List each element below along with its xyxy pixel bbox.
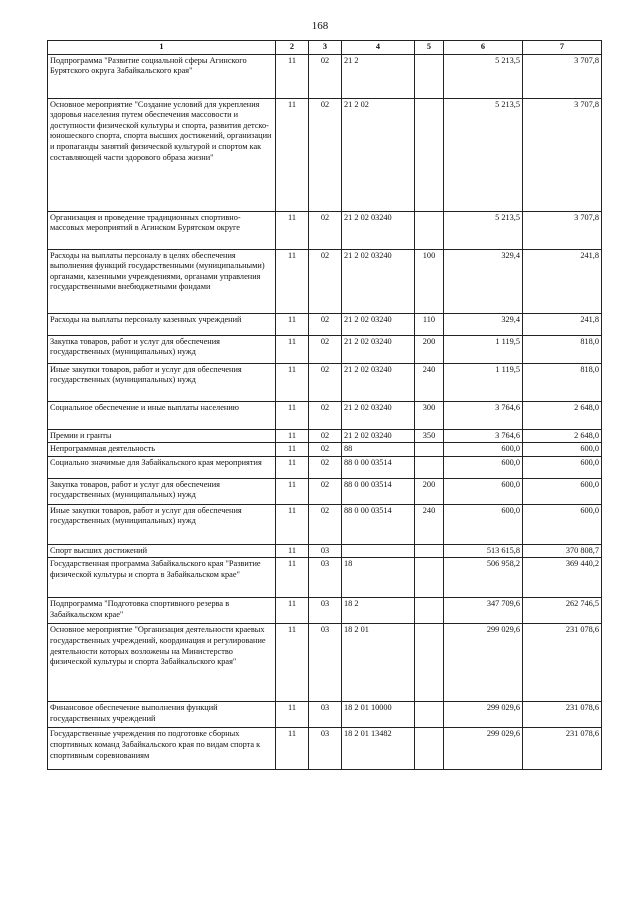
row-amount-col6: 600,0 — [444, 478, 523, 504]
row-amount-col6: 299 029,6 — [444, 728, 523, 770]
page-number: 168 — [311, 20, 329, 32]
row-expense-type — [415, 98, 444, 211]
row-name: Финансовое обеспечение выполнения функций государственных учреждений — [48, 702, 276, 728]
column-header-7: 7 — [523, 41, 602, 55]
row-expense-type — [415, 728, 444, 770]
row-target-article: 21 2 02 03240 — [342, 401, 415, 429]
row-name: Подпрограмма "Развитие социальной сферы Агинского Бурятского округа Забайкальского края" — [48, 54, 276, 98]
row-amount-col7: 3 707,8 — [523, 98, 602, 211]
row-subsection: 02 — [309, 443, 342, 457]
row-section: 11 — [276, 211, 309, 249]
row-amount-col6: 3 764,6 — [444, 401, 523, 429]
row-target-article: 18 2 01 13482 — [342, 728, 415, 770]
row-expense-type: 300 — [415, 401, 444, 429]
row-name: Иные закупки товаров, работ и услуг для обеспечения государственных (муниципальных) нужд — [48, 363, 276, 401]
row-amount-col6: 1 119,5 — [444, 363, 523, 401]
row-section: 11 — [276, 335, 309, 363]
row-expense-type — [415, 598, 444, 624]
row-section: 11 — [276, 54, 309, 98]
row-name: Закупка товаров, работ и услуг для обеспечения государственных (муниципальных) нужд — [48, 478, 276, 504]
row-amount-col6: 299 029,6 — [444, 702, 523, 728]
row-target-article: 18 2 — [342, 598, 415, 624]
table-row — [48, 429, 602, 443]
row-expense-type — [415, 558, 444, 598]
row-amount-col6: 5 213,5 — [444, 54, 523, 98]
column-header-5: 5 — [415, 41, 444, 55]
row-amount-col6: 600,0 — [444, 504, 523, 544]
row-subsection: 02 — [309, 211, 342, 249]
row-subsection: 02 — [309, 478, 342, 504]
row-name: Государственные учреждения по подготовке сборных спортивных команд Забайкальского края по видам спорта к спортивным соревнованиям — [48, 728, 276, 770]
row-name: Основное мероприятие "Создание условий для укрепления здоровья населения путем обеспечения массовости и доступности физической культуры и спорта, развития детско-юношеского спорта, спорта высших достижений, организации и пропаганды занятий физической культурой и спортом как составляющей части здорового образа жизни" — [48, 98, 276, 211]
row-amount-col7: 3 707,8 — [523, 54, 602, 98]
row-subsection: 02 — [309, 313, 342, 335]
row-name: Премии и гранты — [48, 429, 276, 443]
row-section: 11 — [276, 702, 309, 728]
row-amount-col7: 241,8 — [523, 313, 602, 335]
row-target-article: 21 2 02 03240 — [342, 313, 415, 335]
row-amount-col6: 3 764,6 — [444, 429, 523, 443]
row-name: Подпрограмма "Подготовка спортивного резерва в Забайкальском крае" — [48, 598, 276, 624]
row-section: 11 — [276, 98, 309, 211]
row-section: 11 — [276, 544, 309, 558]
row-section: 11 — [276, 363, 309, 401]
row-amount-col7: 2 648,0 — [523, 401, 602, 429]
row-subsection: 03 — [309, 728, 342, 770]
row-target-article: 18 2 01 — [342, 624, 415, 702]
row-amount-col7: 600,0 — [523, 456, 602, 478]
row-expense-type — [415, 544, 444, 558]
column-header-3: 3 — [309, 41, 342, 55]
row-target-article: 21 2 02 — [342, 98, 415, 211]
budget-table — [47, 40, 602, 770]
table-row — [48, 363, 602, 401]
row-name: Основное мероприятие "Организация деятельности краевых государственных учреждений, координация и регулирование деятельности которых возложены на Министерство физической культуры и спорта Забайкальского края" — [48, 624, 276, 702]
row-target-article: 88 0 00 03514 — [342, 478, 415, 504]
row-target-article: 21 2 02 03240 — [342, 249, 415, 313]
row-target-article: 18 — [342, 558, 415, 598]
row-expense-type — [415, 456, 444, 478]
row-amount-col6: 600,0 — [444, 456, 523, 478]
row-name: Организация и проведение традиционных спортивно-массовых мероприятий в Агинском Бурятском округе — [48, 211, 276, 249]
column-header-6: 6 — [444, 41, 523, 55]
row-expense-type — [415, 54, 444, 98]
row-subsection: 02 — [309, 335, 342, 363]
row-subsection: 02 — [309, 363, 342, 401]
row-expense-type — [415, 624, 444, 702]
row-target-article: 88 0 00 03514 — [342, 456, 415, 478]
table-row — [48, 456, 602, 478]
row-amount-col7: 231 078,6 — [523, 624, 602, 702]
row-target-article: 21 2 02 03240 — [342, 429, 415, 443]
table-row — [48, 249, 602, 313]
row-amount-col7: 231 078,6 — [523, 702, 602, 728]
row-section: 11 — [276, 401, 309, 429]
row-expense-type — [415, 702, 444, 728]
table-row — [48, 728, 602, 770]
column-header-1: 1 — [48, 41, 276, 55]
table-row — [48, 54, 602, 98]
row-amount-col7: 600,0 — [523, 504, 602, 544]
row-name: Государственная программа Забайкальского края "Развитие физической культуры и спорта в Забайкальском крае" — [48, 558, 276, 598]
row-subsection: 02 — [309, 249, 342, 313]
row-subsection: 02 — [309, 54, 342, 98]
row-amount-col7: 231 078,6 — [523, 728, 602, 770]
row-name: Закупка товаров, работ и услуг для обеспечения государственных (муниципальных) нужд — [48, 335, 276, 363]
row-amount-col6: 506 958,2 — [444, 558, 523, 598]
row-target-article: 88 — [342, 443, 415, 457]
row-subsection: 02 — [309, 401, 342, 429]
row-amount-col6: 513 615,8 — [444, 544, 523, 558]
row-section: 11 — [276, 624, 309, 702]
table-row — [48, 702, 602, 728]
row-subsection: 03 — [309, 598, 342, 624]
row-expense-type — [415, 211, 444, 249]
row-amount-col6: 329,4 — [444, 249, 523, 313]
row-expense-type — [415, 443, 444, 457]
table-row — [48, 335, 602, 363]
row-section: 11 — [276, 443, 309, 457]
row-expense-type: 240 — [415, 363, 444, 401]
row-expense-type: 200 — [415, 335, 444, 363]
row-name: Расходы на выплаты персоналу казенных учреждений — [48, 313, 276, 335]
row-subsection: 03 — [309, 702, 342, 728]
column-header-2: 2 — [276, 41, 309, 55]
row-name: Спорт высших достижений — [48, 544, 276, 558]
column-header-4: 4 — [342, 41, 415, 55]
row-subsection: 03 — [309, 558, 342, 598]
row-expense-type: 240 — [415, 504, 444, 544]
row-target-article: 21 2 02 03240 — [342, 363, 415, 401]
row-amount-col7: 241,8 — [523, 249, 602, 313]
row-target-article — [342, 544, 415, 558]
row-section: 11 — [276, 504, 309, 544]
row-subsection: 02 — [309, 98, 342, 211]
table-row — [48, 504, 602, 544]
table-row — [48, 401, 602, 429]
table-row — [48, 98, 602, 211]
row-section: 11 — [276, 456, 309, 478]
row-target-article: 18 2 01 10000 — [342, 702, 415, 728]
row-amount-col7: 370 808,7 — [523, 544, 602, 558]
row-expense-type: 110 — [415, 313, 444, 335]
row-amount-col6: 5 213,5 — [444, 98, 523, 211]
row-name: Иные закупки товаров, работ и услуг для обеспечения государственных (муниципальных) нужд — [48, 504, 276, 544]
table-body — [48, 54, 602, 770]
row-section: 11 — [276, 313, 309, 335]
row-amount-col6: 1 119,5 — [444, 335, 523, 363]
row-name: Социальное обеспечение и иные выплаты населению — [48, 401, 276, 429]
row-section: 11 — [276, 249, 309, 313]
table-row — [48, 443, 602, 457]
row-amount-col7: 818,0 — [523, 335, 602, 363]
row-section: 11 — [276, 598, 309, 624]
row-amount-col6: 5 213,5 — [444, 211, 523, 249]
row-amount-col7: 818,0 — [523, 363, 602, 401]
row-section: 11 — [276, 478, 309, 504]
table-row — [48, 624, 602, 702]
row-amount-col6: 329,4 — [444, 313, 523, 335]
row-subsection: 03 — [309, 624, 342, 702]
table-row — [48, 558, 602, 598]
row-name: Непрограммная деятельность — [48, 443, 276, 457]
row-amount-col7: 3 707,8 — [523, 211, 602, 249]
row-target-article: 21 2 — [342, 54, 415, 98]
row-section: 11 — [276, 728, 309, 770]
table-row — [48, 211, 602, 249]
row-amount-col6: 299 029,6 — [444, 624, 523, 702]
table-row — [48, 598, 602, 624]
row-expense-type: 100 — [415, 249, 444, 313]
table-row — [48, 313, 602, 335]
row-section: 11 — [276, 558, 309, 598]
row-name: Социально значимые для Забайкальского края мероприятия — [48, 456, 276, 478]
row-name: Расходы на выплаты персоналу в целях обеспечения выполнения функций государственными (муниципальными) органами, казенными учреждениями, органами управления государственными внебюджетными фондами — [48, 249, 276, 313]
row-section: 11 — [276, 429, 309, 443]
row-amount-col7: 369 440,2 — [523, 558, 602, 598]
row-amount-col7: 2 648,0 — [523, 429, 602, 443]
row-target-article: 88 0 00 03514 — [342, 504, 415, 544]
row-amount-col7: 600,0 — [523, 443, 602, 457]
row-amount-col6: 600,0 — [444, 443, 523, 457]
row-subsection: 02 — [309, 456, 342, 478]
row-subsection: 03 — [309, 544, 342, 558]
row-amount-col7: 262 746,5 — [523, 598, 602, 624]
row-subsection: 02 — [309, 429, 342, 443]
row-subsection: 02 — [309, 504, 342, 544]
row-amount-col6: 347 709,6 — [444, 598, 523, 624]
row-target-article: 21 2 02 03240 — [342, 211, 415, 249]
row-target-article: 21 2 02 03240 — [342, 335, 415, 363]
table-header-row — [48, 41, 602, 55]
row-expense-type: 200 — [415, 478, 444, 504]
row-expense-type: 350 — [415, 429, 444, 443]
table-row — [48, 544, 602, 558]
row-amount-col7: 600,0 — [523, 478, 602, 504]
table-row — [48, 478, 602, 504]
